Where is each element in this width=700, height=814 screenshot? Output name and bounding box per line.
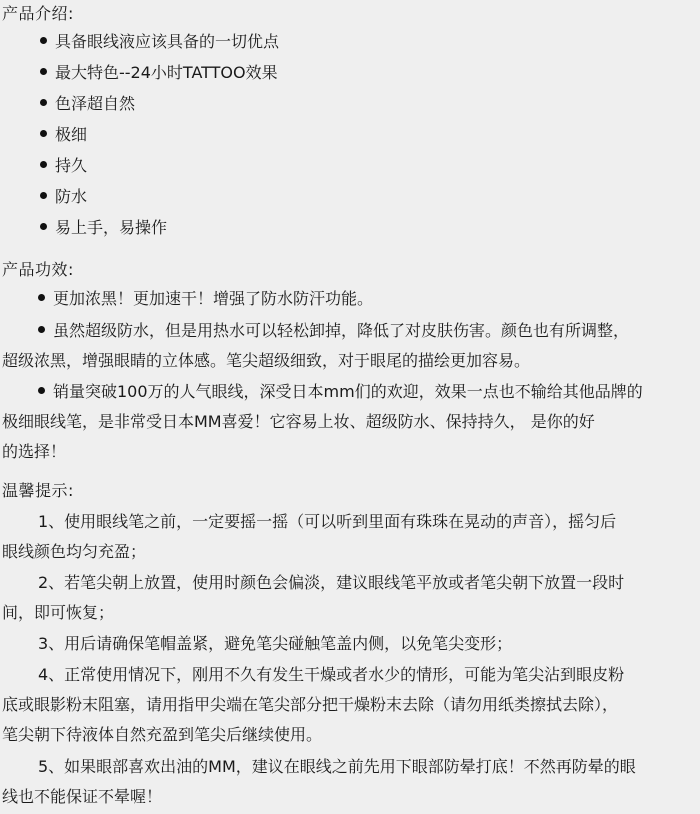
tips-heading: 温馨提示: <box>2 481 74 500</box>
feature-item: 易上手，易操作 <box>40 217 167 239</box>
feature-item: 防水 <box>40 186 87 208</box>
tip-3: 3、用后请确保笔帽盖紧，避免笔尖碰触笔盖内侧，以免笔尖变形； <box>38 634 513 653</box>
bullet-icon <box>40 223 47 230</box>
tip-5: 5、如果眼部喜欢出油的MM，建议在眼线之前先用下眼部防晕打底！不然再防晕的眼 线也不能保证不晕喔！ <box>2 757 636 806</box>
intro-heading: 产品介绍: <box>2 4 74 23</box>
efficacy-paragraph-2: 虽然超级防水，但是用热水可以轻松卸掉，降低了对皮肤伤害。颜色也有所调整， 超级浓黑，增强眼睛的立体感。笔尖超级细致，对于眼尾的描绘更加容易。 <box>2 321 630 370</box>
bullet-icon <box>40 37 47 44</box>
bullet-icon <box>40 130 47 137</box>
bullet-icon <box>40 192 47 199</box>
efficacy-paragraph-1: 更加浓黑！更加速干！增强了防水防汗功能。 <box>2 288 696 310</box>
feature-item: 色泽超自然 <box>40 93 135 115</box>
bullet-icon <box>40 99 47 106</box>
feature-item: 具备眼线液应该具备的一切优点 <box>40 31 279 53</box>
bullet-icon <box>40 161 47 168</box>
feature-item: 持久 <box>40 155 87 177</box>
bullet-icon <box>40 68 47 75</box>
tip-4: 4、正常使用情况下，刚用不久有发生干燥或者水少的情形，可能为笔尖沾到眼皮粉 底或眼影粉末阻塞，请用指甲尖端在笔尖部分把干燥粉末去除（请勿用纸类擦拭去除）， 笔尖朝下待液体自然充盈到笔尖后继续使用。 <box>2 665 625 744</box>
feature-item: 极细 <box>40 124 87 146</box>
efficacy-heading: 产品功效: <box>2 260 74 279</box>
tip-1: 1、使用眼线笔之前，一定要摇一摇（可以听到里面有珠珠在晃动的声音），摇匀后 眼线颜色均匀充盈； <box>2 512 617 561</box>
bullet-icon <box>38 294 45 301</box>
efficacy-paragraph-3: 销量突破100万的人气眼线，深受日本mm们的欢迎，效果一点也不输给其他品牌的 极细眼线笔，是非常受日本MM喜爱！它容易上妆、超级防水、保持持久， 是你的好 的选择！ <box>2 382 643 461</box>
tip-2: 2、若笔尖朝上放置，使用时颜色会偏淡，建议眼线笔平放或者笔尖朝下放置一段时 间，即可恢复； <box>2 573 625 622</box>
feature-item: 最大特色--24小时TATTOO效果 <box>40 62 278 84</box>
bullet-icon <box>38 387 45 394</box>
bullet-icon <box>38 326 45 333</box>
